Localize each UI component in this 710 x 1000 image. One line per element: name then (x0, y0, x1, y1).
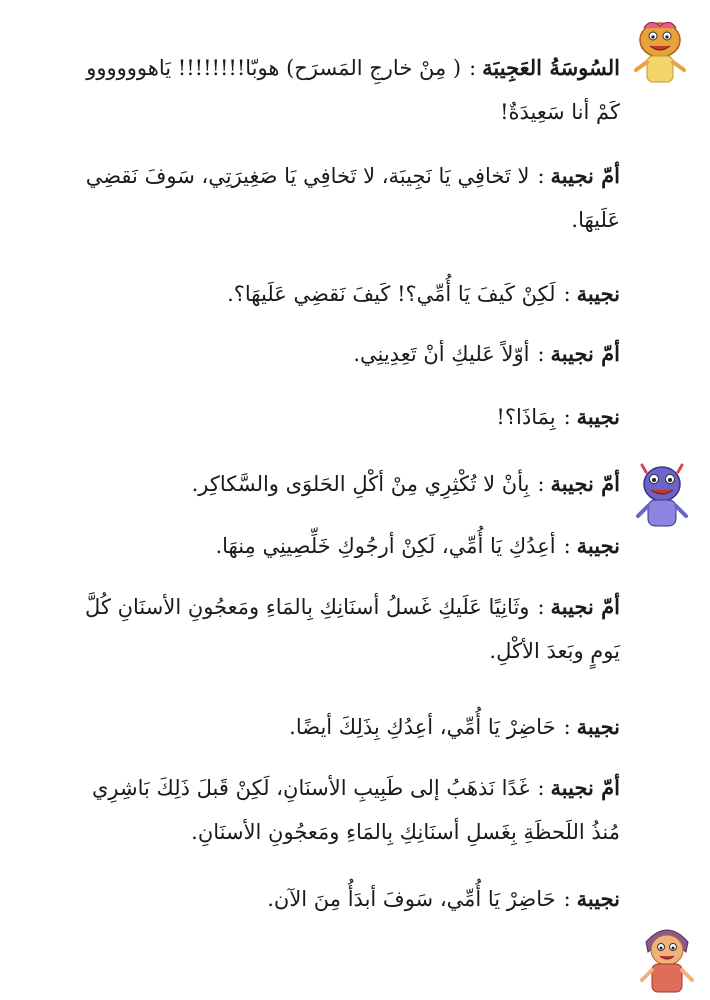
speaker-label: السُوسَةُ العَجِيبَة (482, 55, 620, 80)
dialogue-text: بِمَاذَا؟! (496, 405, 556, 429)
dialogue-line-7: نجيبة:أعِدُكِ يَا أُمِّي، لَكِنْ أرجُوكِ خَلِّصِينِي مِنهَا. (215, 533, 620, 558)
speaker-label: أمّ نجيبة (550, 341, 620, 366)
dialogue-text: لَكِنْ كَيفَ يَا أُمِّي؟! كَيفَ نَقضِي عَلَيهَا؟. (227, 282, 556, 306)
dialogue-line-9: نجيبة:حَاضِرْ يَا أُمِّي، أعِدُكِ بِذَلِكَ أيضًا. (289, 714, 620, 739)
dialogue-text: وثَانِيًا عَلَيكِ غَسلُ أسنَانِكِ بِالمَاءِ ومَعجُونِ الأسنَانِ كُلَّ يَومٍ وبَعدَ الأكْلِ. (85, 595, 620, 663)
dialogue-line-5: نجيبة:بِمَاذَا؟! (496, 404, 620, 429)
speaker-label: أمّ نجيبة (550, 471, 620, 496)
speaker-label: نجيبة (576, 281, 620, 306)
dialogue-text: غَدًا نَذهَبُ إلى طَبِيبِ الأسنَانِ، لَكِنْ قَبلَ ذَلِكَ بَاشِرِي مُنذُ اللَحظَةِ بِغَسلِ أسنَانِكِ بِالمَاءِ ومَعجُونِ الأسنَانِ. (91, 776, 620, 844)
dialogue-line-2: أمّ نجيبة:لا تَخافِي يَا نَجِيبَة، لا تَخافِي يَا صَغِيرَتِي، سَوفَ نَقضِي عَلَيهَا. (85, 163, 620, 232)
speaker-label: أمّ نجيبة (550, 775, 620, 800)
speaker-label: أمّ نجيبة (550, 594, 620, 619)
dialogue-line-8: أمّ نجيبة:وثَانِيًا عَلَيكِ غَسلُ أسنَانِكِ بِالمَاءِ ومَعجُونِ الأسنَانِ كُلَّ يَومٍ وبَعدَ الأكْلِ. (85, 594, 620, 663)
dialogue-line-10: أمّ نجيبة:غَدًا نَذهَبُ إلى طَبِيبِ الأسنَانِ، لَكِنْ قَبلَ ذَلِكَ بَاشِرِي مُنذُ اللَحظَةِ بِغَسلِ أسنَانِكِ بِالمَاءِ ومَعجُونِ الأسنَانِ. (91, 775, 620, 844)
speaker-label: أمّ نجيبة (550, 163, 620, 188)
dialogue-line-3: نجيبة:لَكِنْ كَيفَ يَا أُمِّي؟! كَيفَ نَقضِي عَلَيهَا؟. (227, 281, 620, 306)
speaker-label: نجيبة (576, 714, 620, 739)
speaker-label: نجيبة (576, 533, 620, 558)
dialogue-text: حَاضِرْ يَا أُمِّي، أعِدُكِ بِذَلِكَ أيضًا. (289, 715, 556, 739)
dialogue-text: أوّلاً عَليكِ أنْ تَعِدِينِي. (353, 342, 530, 366)
dialogue-line-6: أمّ نجيبة:بِأنْ لا تُكْثِرِي مِنْ أكْلِ الحَلوَى والسَّكاكِر. (191, 471, 620, 496)
dialogue-text: لا تَخافِي يَا نَجِيبَة، لا تَخافِي يَا صَغِيرَتِي، سَوفَ نَقضِي عَلَيهَا. (85, 164, 620, 232)
dialogue-text: بِأنْ لا تُكْثِرِي مِنْ أكْلِ الحَلوَى والسَّكاكِر. (191, 472, 530, 496)
dialogue-line-4: أمّ نجيبة:أوّلاً عَليكِ أنْ تَعِدِينِي. (353, 341, 620, 366)
susa-puppet-illustration (630, 18, 690, 88)
dialogue-line-11: نجيبة:حَاضِرْ يَا أُمِّي، سَوفَ أبدَأُ مِنَ الآن. (267, 886, 620, 911)
dialogue-text: ( مِنْ خارجِ المَسرَح) هوبّا!!!!!!!! يَاهوووووو كَمْ أنا سَعِيدَةٌ! (86, 56, 620, 124)
dialogue-text: أعِدُكِ يَا أُمِّي، لَكِنْ أرجُوكِ خَلِّصِينِي مِنهَا. (215, 534, 556, 558)
purple-monster-puppet-illustration (634, 462, 690, 530)
mother-puppet-illustration (636, 922, 698, 994)
dialogue-text: حَاضِرْ يَا أُمِّي، سَوفَ أبدَأُ مِنَ الآن. (267, 887, 556, 911)
dialogue-line-1: السُوسَةُ العَجِيبَة:( مِنْ خارجِ المَسرَح) هوبّا!!!!!!!! يَاهوووووو كَمْ أنا سَعِيدَةٌ! (86, 55, 620, 124)
speaker-label: نجيبة (576, 404, 620, 429)
speaker-label: نجيبة (576, 886, 620, 911)
